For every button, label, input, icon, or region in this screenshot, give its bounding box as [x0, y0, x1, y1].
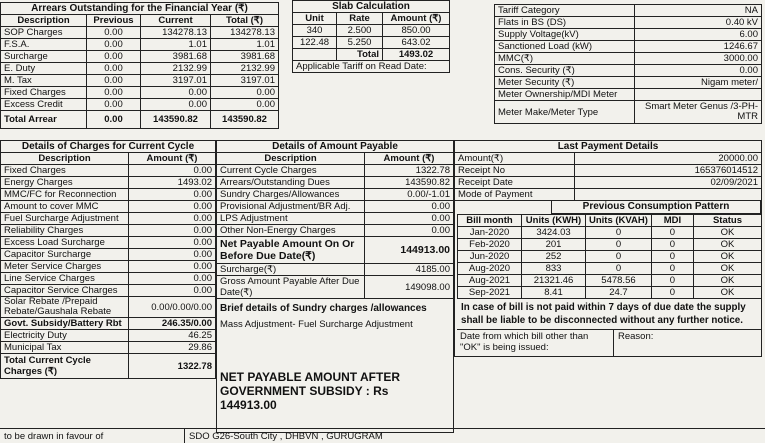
charges-cell: MMC/FC for Reconnection — [1, 189, 129, 201]
charges-row — [1, 237, 216, 249]
meter-cell: Meter Security (₹) — [495, 77, 635, 89]
charges-cell: 0.00 — [129, 165, 216, 177]
slab-total-value: 1493.02 — [383, 49, 450, 61]
arrears-header: Description — [1, 15, 87, 27]
disconnection-warning: In case of bill is not paid within 7 days of due date the supply shall be liable to be disconnected without any further notice. — [461, 302, 746, 326]
arrears-cell: 0.00 — [141, 87, 211, 99]
charges-row — [1, 330, 216, 342]
consumption-cell: 8.41 — [522, 287, 586, 299]
meter-cell: Meter Ownership/MDI Meter — [495, 89, 635, 101]
slab-header: Rate — [337, 13, 383, 25]
tariff-note: Applicable Tariff on Read Date: — [293, 61, 450, 73]
consumption-cell: 0 — [651, 263, 693, 275]
charges-cell: Electricity Duty — [1, 330, 129, 342]
arrears-cell: 0.00 — [87, 51, 141, 63]
footer-row — [0, 428, 765, 443]
arrears-header: Total (₹) — [211, 15, 279, 27]
payable-cell: Current Cycle Charges — [217, 165, 365, 177]
payable-cell: Other Non-Energy Charges — [217, 225, 365, 237]
charges-cell: Fixed Charges — [1, 165, 129, 177]
payable-cell: Provisional Adjustment/BR Adj. — [217, 201, 365, 213]
arrears-cell: 134278.13 — [211, 27, 279, 39]
slab-table — [292, 12, 450, 73]
charges-header: Description — [1, 153, 129, 165]
arrears-cell: E. Duty — [1, 63, 87, 75]
meter-cell: Sanctioned Load (kW) — [495, 41, 635, 53]
last-payment-cell: 02/09/2021 — [575, 177, 762, 189]
arrears-cell: SOP Charges — [1, 27, 87, 39]
date-from-label: Date from which bill other than "OK" is being issued: — [457, 330, 614, 356]
surcharge-row — [217, 264, 454, 276]
net-payable-value: 144913.00 — [365, 237, 454, 264]
reason-label: Reason: — [618, 331, 654, 342]
slab-cell: 122.48 — [293, 37, 337, 49]
consumption-cell: OK — [693, 275, 761, 287]
charges-cell: 0.00 — [129, 213, 216, 225]
charges-cell: 0.00 — [129, 225, 216, 237]
consumption-cell: 21321.46 — [522, 275, 586, 287]
charges-cell: Fuel Surcharge Adjustment — [1, 213, 129, 225]
charges-row — [1, 201, 216, 213]
meter-row — [495, 77, 762, 89]
arrears-section — [0, 2, 279, 129]
surcharge-value: 4185.00 — [365, 264, 454, 276]
slab-total-label: Total — [337, 49, 383, 61]
last-payment-section — [454, 140, 762, 357]
charges-cell: 46.25 — [129, 330, 216, 342]
payable-header: Description — [217, 153, 365, 165]
payable-row — [217, 213, 454, 225]
payable-cell: 0.00 — [365, 213, 454, 225]
net-payable-row — [217, 237, 454, 264]
charges-row — [1, 225, 216, 237]
charges-row — [1, 318, 216, 330]
charges-cell: Excess Load Surcharge — [1, 237, 129, 249]
meter-cell: 1246.67 — [635, 41, 762, 53]
meter-section — [494, 4, 762, 124]
meter-make-row — [495, 101, 762, 124]
charges-cell: Municipal Tax — [1, 342, 129, 354]
consumption-header: MDI — [651, 215, 693, 227]
slab-cell: 850.00 — [383, 25, 450, 37]
charges-cell: 0.00 — [129, 249, 216, 261]
arrears-cell: 2132.99 — [211, 63, 279, 75]
sundry-text: Mass Adjustment- Fuel Surcharge Adjustment — [220, 319, 413, 330]
meter-table — [494, 4, 762, 124]
slab-cell: 643.02 — [383, 37, 450, 49]
consumption-cell: 0 — [651, 239, 693, 251]
charges-row — [1, 261, 216, 273]
charges-row — [1, 165, 216, 177]
arrears-total-total: 143590.82 — [211, 111, 279, 129]
consumption-header: Bill month — [458, 215, 522, 227]
charges-row — [1, 342, 216, 354]
charges-cell: Meter Service Charges — [1, 261, 129, 273]
charges-cell: Amount to cover MMC — [1, 201, 129, 213]
consumption-cell: Feb-2020 — [458, 239, 522, 251]
consumption-box — [454, 201, 762, 357]
arrears-cell: 3197.01 — [211, 75, 279, 87]
meter-row — [495, 17, 762, 29]
meter-cell: 6.00 — [635, 29, 762, 41]
meter-cell: Flats in BS (DS) — [495, 17, 635, 29]
consumption-cell: OK — [693, 251, 761, 263]
last-payment-title: Last Payment Details — [454, 140, 762, 152]
payable-row — [217, 177, 454, 189]
arrears-cell: 0.00 — [211, 99, 279, 111]
consumption-cell: 0 — [586, 227, 652, 239]
meter-cell: MMC(₹) — [495, 53, 635, 65]
slab-total-row — [293, 49, 450, 61]
charges-cell: 1493.02 — [129, 177, 216, 189]
consumption-header: Units (KVAH) — [586, 215, 652, 227]
arrears-total-row — [1, 111, 279, 129]
arrears-cell: 0.00 — [87, 99, 141, 111]
charges-cell: 0.00 — [129, 189, 216, 201]
arrears-cell: 0.00 — [211, 87, 279, 99]
slab-row — [293, 37, 450, 49]
arrears-cell: 1.01 — [141, 39, 211, 51]
meter-cell: Supply Voltage(kV) — [495, 29, 635, 41]
meter-row — [495, 5, 762, 17]
payable-title: Details of Amount Payable — [216, 140, 454, 152]
arrears-header: Previous — [87, 15, 141, 27]
consumption-header: Units (KWH) — [522, 215, 586, 227]
surcharge-label: Surcharge(₹) — [217, 264, 365, 276]
charges-table — [0, 152, 216, 379]
footer-label: to be drawn in favour of — [0, 429, 185, 443]
consumption-cell: 0 — [651, 251, 693, 263]
arrears-cell: 3981.68 — [211, 51, 279, 63]
charges-row — [1, 354, 216, 379]
meter-row — [495, 65, 762, 77]
arrears-title: Arrears Outstanding for the Financial Year (₹) — [0, 2, 279, 14]
last-payment-cell: Amount(₹) — [455, 153, 575, 165]
charges-row — [1, 297, 216, 318]
charges-cell: 0.00 — [129, 285, 216, 297]
charges-cell: 246.35/0.00 — [129, 318, 216, 330]
arrears-cell: Excess Credit — [1, 99, 87, 111]
charges-cell: Solar Rebate /Prepaid Rebate/Gaushala Rebate — [1, 297, 129, 318]
payable-section — [216, 140, 454, 433]
consumption-cell: 0 — [586, 239, 652, 251]
consumption-cell: 201 — [522, 239, 586, 251]
arrears-cell: 2132.99 — [141, 63, 211, 75]
consumption-cell: 0 — [586, 251, 652, 263]
arrears-cell: 0.00 — [87, 27, 141, 39]
arrears-cell: 0.00 — [87, 63, 141, 75]
charges-cell: Capacitor Service Charges — [1, 285, 129, 297]
consumption-cell: OK — [693, 239, 761, 251]
charges-section — [0, 140, 216, 379]
charges-title: Details of Charges for Current Cycle — [0, 140, 216, 152]
consumption-cell: OK — [693, 227, 761, 239]
consumption-row — [458, 227, 762, 239]
charges-cell: 0.00 — [129, 237, 216, 249]
meter-cell: NA — [635, 5, 762, 17]
charges-row — [1, 285, 216, 297]
consumption-cell: Sep-2021 — [458, 287, 522, 299]
consumption-cell: 252 — [522, 251, 586, 263]
date-reason-row — [457, 329, 761, 356]
charges-cell: Reliability Charges — [1, 225, 129, 237]
arrears-cell: 0.00 — [141, 99, 211, 111]
meter-cell: 0.00 — [635, 65, 762, 77]
meter-row — [495, 89, 762, 101]
payable-cell: 143590.82 — [365, 177, 454, 189]
arrears-cell: F.S.A. — [1, 39, 87, 51]
net-payable-label: Net Payable Amount On Or Before Due Date(₹) — [217, 237, 365, 264]
consumption-cell: Aug-2020 — [458, 263, 522, 275]
consumption-cell: Jun-2020 — [458, 251, 522, 263]
arrears-row — [1, 99, 279, 111]
last-payment-row — [455, 177, 762, 189]
last-payment-row — [455, 189, 762, 201]
charges-cell: 29.86 — [129, 342, 216, 354]
sundry-box — [216, 299, 454, 433]
payable-row — [217, 189, 454, 201]
charges-cell: 0.00 — [129, 201, 216, 213]
payable-table — [216, 152, 454, 299]
consumption-cell: Aug-2021 — [458, 275, 522, 287]
consumption-row — [458, 263, 762, 275]
arrears-cell: 134278.13 — [141, 27, 211, 39]
charges-cell: Govt. Subsidy/Battery Rbt — [1, 318, 129, 330]
last-payment-cell: Receipt No — [455, 165, 575, 177]
slab-cell: 5.250 — [337, 37, 383, 49]
last-payment-cell: Mode of Payment — [455, 189, 575, 201]
charges-cell: 0.00 — [129, 261, 216, 273]
consumption-title: Previous Consumption Pattern — [551, 201, 761, 214]
payable-cell: 0.00/-1.01 — [365, 189, 454, 201]
arrears-cell: 3197.01 — [141, 75, 211, 87]
meter-row — [495, 41, 762, 53]
consumption-cell: OK — [693, 287, 761, 299]
charges-row — [1, 249, 216, 261]
meter-cell: Cons. Security (₹) — [495, 65, 635, 77]
payable-cell: LPS Adjustment — [217, 213, 365, 225]
consumption-cell: 0 — [586, 263, 652, 275]
arrears-total-previous: 0.00 — [87, 111, 141, 129]
slab-cell: 340 — [293, 25, 337, 37]
slab-cell: 2.500 — [337, 25, 383, 37]
consumption-row — [458, 287, 762, 299]
arrears-cell: 0.00 — [87, 75, 141, 87]
payable-cell: 1322.78 — [365, 165, 454, 177]
last-payment-row — [455, 165, 762, 177]
charges-row — [1, 189, 216, 201]
last-payment-cell: 165376014512 — [575, 165, 762, 177]
charges-cell: Line Service Charges — [1, 273, 129, 285]
last-payment-cell: Receipt Date — [455, 177, 575, 189]
last-payment-cell: 20000.00 — [575, 153, 762, 165]
last-payment-table — [454, 152, 762, 201]
meter-cell — [635, 89, 762, 101]
slab-section — [292, 0, 450, 73]
consumption-cell: 5478.56 — [586, 275, 652, 287]
sundry-title: Brief details of Sundry charges /allowances — [220, 303, 427, 314]
arrears-cell: 0.00 — [87, 87, 141, 99]
charges-cell: Total Current Cycle Charges (₹) — [1, 354, 129, 379]
arrears-total-current: 143590.82 — [141, 111, 211, 129]
consumption-row — [458, 251, 762, 263]
charges-cell: Capacitor Surcharge — [1, 249, 129, 261]
last-payment-row — [455, 153, 762, 165]
meter-row — [495, 53, 762, 65]
slab-title: Slab Calculation — [292, 0, 450, 12]
gross-value: 149098.00 — [365, 276, 454, 299]
payable-cell: Sundry Charges/Allowances — [217, 189, 365, 201]
meter-cell: Tariff Category — [495, 5, 635, 17]
charges-cell: Energy Charges — [1, 177, 129, 189]
arrears-table — [0, 14, 279, 129]
consumption-cell: 833 — [522, 263, 586, 275]
payable-cell: 0.00 — [365, 225, 454, 237]
consumption-cell: 0 — [651, 287, 693, 299]
consumption-cell: 24.7 — [586, 287, 652, 299]
charges-cell: 1322.78 — [129, 354, 216, 379]
arrears-total-label: Total Arrear — [1, 111, 87, 129]
consumption-cell: Jan-2020 — [458, 227, 522, 239]
payable-header: Amount (₹) — [365, 153, 454, 165]
consumption-header: Status — [693, 215, 761, 227]
payable-cell: Arrears/Outstanding Dues — [217, 177, 365, 189]
consumption-row — [458, 275, 762, 287]
arrears-cell: 1.01 — [211, 39, 279, 51]
arrears-cell: 0.00 — [87, 39, 141, 51]
charges-row — [1, 273, 216, 285]
arrears-row — [1, 63, 279, 75]
meter-make-value: Smart Meter Genus /3-PH-MTR — [635, 101, 762, 124]
arrears-row — [1, 75, 279, 87]
arrears-cell: Fixed Charges — [1, 87, 87, 99]
arrears-cell: 3981.68 — [141, 51, 211, 63]
footer-value: SDO G26-South City , DHBVN , GURUGRAM — [189, 431, 383, 442]
arrears-cell: Surcharge — [1, 51, 87, 63]
arrears-row — [1, 87, 279, 99]
consumption-cell: 0 — [651, 227, 693, 239]
consumption-row — [458, 239, 762, 251]
arrears-cell: M. Tax — [1, 75, 87, 87]
slab-header: Amount (₹) — [383, 13, 450, 25]
arrears-row — [1, 39, 279, 51]
payable-row — [217, 165, 454, 177]
charges-header: Amount (₹) — [129, 153, 216, 165]
consumption-table — [457, 214, 762, 299]
arrears-row — [1, 27, 279, 39]
charges-cell: 0.00/0.00/0.00 — [129, 297, 216, 318]
charges-row — [1, 177, 216, 189]
charges-row — [1, 213, 216, 225]
slab-row — [293, 25, 450, 37]
meter-cell: Nigam meter/ — [635, 77, 762, 89]
last-payment-cell — [575, 189, 762, 201]
meter-cell: 3000.00 — [635, 53, 762, 65]
arrears-row — [1, 51, 279, 63]
payable-row — [217, 225, 454, 237]
consumption-cell: 3424.03 — [522, 227, 586, 239]
gross-label: Gross Amount Payable After Due Date(₹) — [217, 276, 365, 299]
meter-make-label: Meter Make/Meter Type — [495, 101, 635, 124]
gross-row — [217, 276, 454, 299]
meter-row — [495, 29, 762, 41]
charges-cell: 0.00 — [129, 273, 216, 285]
arrears-header: Current — [141, 15, 211, 27]
consumption-cell: OK — [693, 263, 761, 275]
payable-cell: 0.00 — [365, 201, 454, 213]
meter-cell: 0.40 kV — [635, 17, 762, 29]
consumption-cell: 0 — [651, 275, 693, 287]
payable-row — [217, 201, 454, 213]
net-after-subsidy: NET PAYABLE AMOUNT AFTER GOVERNMENT SUBSIDY : Rs 144913.00 — [220, 370, 401, 412]
slab-header: Unit — [293, 13, 337, 25]
